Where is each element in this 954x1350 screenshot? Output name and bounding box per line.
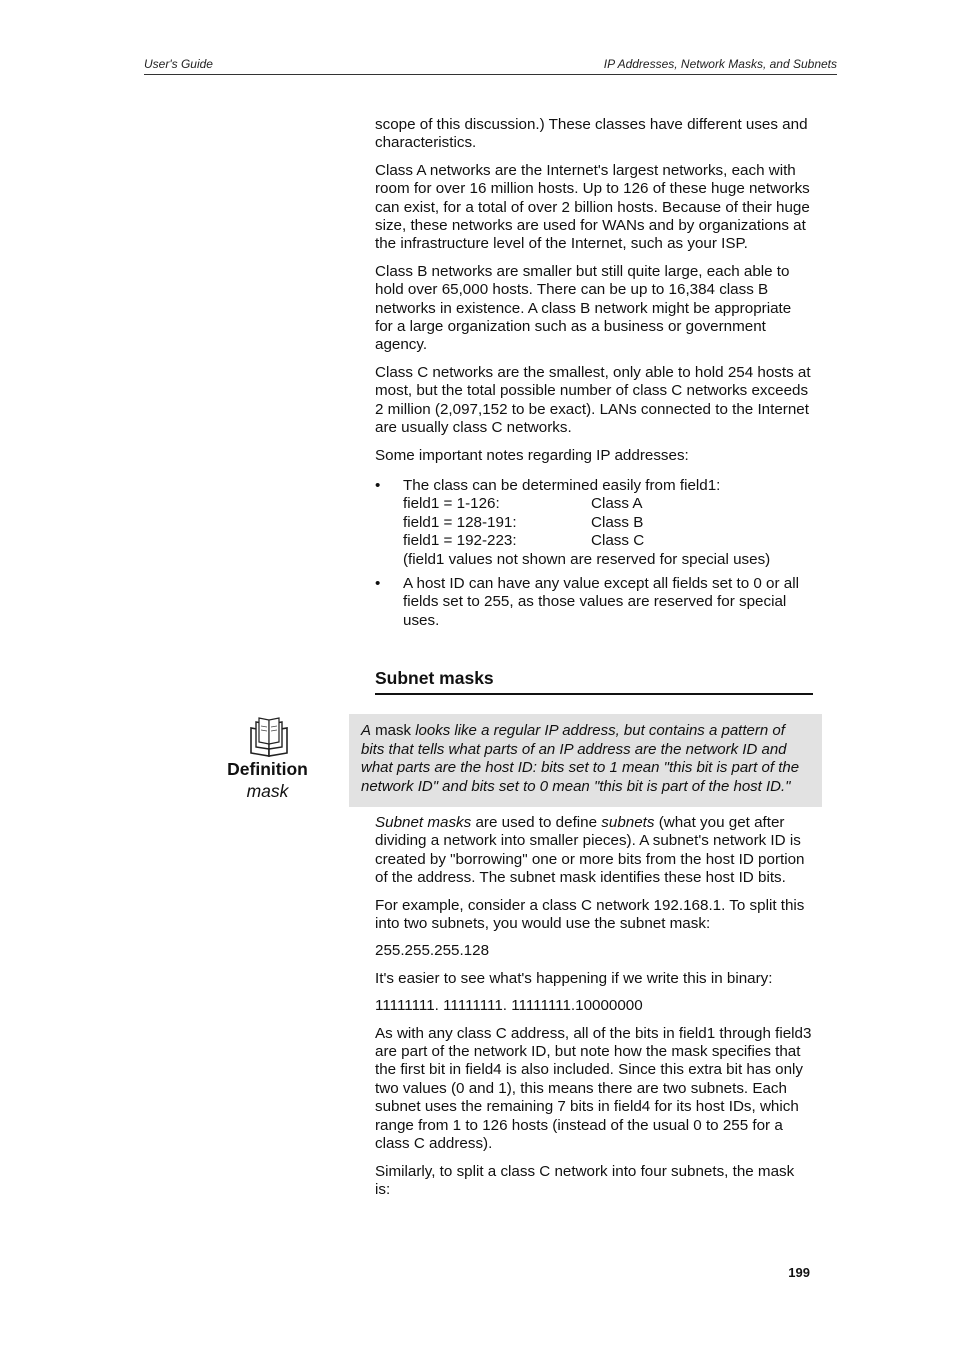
bullet-note: (field1 values not shown are reserved for special uses) [403,550,771,568]
book-icon [248,716,290,758]
paragraph: Class C networks are the smallest, only able to hold 254 hosts at most, but the total possible number of class C networks exceeds 2 million (2,097,152 to be exact). LANs connected to the Internet are usually class C networks. [375,363,811,437]
paragraph: It's easier to see what's happening if we write this in binary: [375,969,773,987]
definition-text-article: A [361,722,372,739]
paragraph: For example, consider a class C network 192.168.1. To split this into two subnets, you would use the subnet mask: [375,896,805,933]
class-row [403,495,813,513]
section-heading: Subnet masks [375,668,813,695]
body-section-subnets [375,814,813,1208]
binary-mask-value: 11111111. 11111111. 11111111.10000000 [375,997,643,1015]
paragraph: Class A networks are the Internet's largest networks, each with room for over 16 million hosts. Up to 126 of these huge networks can exist, for a total of over 2 billion hosts. Because of their huge size, these networks are used for WANs and by organizations at the infrastructure level of the Internet, such as your ISP. [375,161,810,253]
paragraph: scope of this discussion.) These classes have different uses and characteristics. [375,116,808,152]
paragraph: Similarly, to split a class C network into four subnets, the mask is: [375,1162,795,1198]
running-header-left: User's Guide [144,57,213,71]
subnet-mask-value: 255.255.255.128 [375,942,490,960]
body-section-classes [375,116,813,639]
class-field: field1 = 128-191: [403,513,517,531]
definition-text: looks like a regular IP address, but contains a pattern of bits that tells what parts of an IP address are the network ID and what parts are the host ID: bits set to 1 mean "this bit is part of the network ID" and bits set to 0 mean "this bit is part of the host ID." [361,722,800,795]
class-row [403,514,813,532]
paragraph-text: are used to define [471,814,602,831]
header-rule [144,74,837,75]
list-item: • A host ID can have any value except all fields set to 0 or all fields set to 255, as those values are reserved for special uses. [375,575,813,630]
running-header-right: IP Addresses, Network Masks, and Subnets [603,57,837,71]
emphasis-text: subnets [601,814,655,831]
paragraph: Class B networks are smaller but still quite large, each able to hold over 65,000 hosts. There can be up to 16,384 class B networks in existence. A class B network might be appropriate for a large organization such as a business or government agency. [375,262,792,354]
paragraph [375,814,813,888]
paragraph-text: (what you get after dividing a network into smaller pieces). A subnet's network ID is created by "borrowing" one or more bits from the host ID portion of the address. The subnet mask identifies these host ID bits. [375,814,805,887]
class-field: field1 = 192-223: [403,532,517,550]
definition-text-term: mask [371,722,416,739]
class-name: Class A [591,495,643,513]
bullet-intro: • The class can be determined easily from field1: [403,476,721,494]
definition-label: Definition [227,759,308,779]
notes-list [375,477,813,630]
class-row [403,532,813,550]
emphasis-text: Subnet masks [375,814,472,831]
definition-term: mask [246,781,289,801]
paragraph: Some important notes regarding IP addresses: [375,446,689,464]
class-name: Class C [591,532,645,550]
class-field: field1 = 1-126: [403,495,500,513]
class-name: Class B [591,513,644,531]
page-number: 199 [788,1265,810,1280]
list-item [375,477,813,569]
paragraph: As with any class C address, all of the bits in field1 through field3 are part of the network ID, but note how the mask specifies that the first bit in field4 is also included. Since this extra bit has only two values (0 and 1), this means there are two subnets. Each subnet uses the remaining 7 bits in field4 for its host IDs, which range from 1 to 126 hosts (instead of the usual 0 to 255 for a class C address). [375,1024,812,1153]
definition-box [349,714,822,807]
